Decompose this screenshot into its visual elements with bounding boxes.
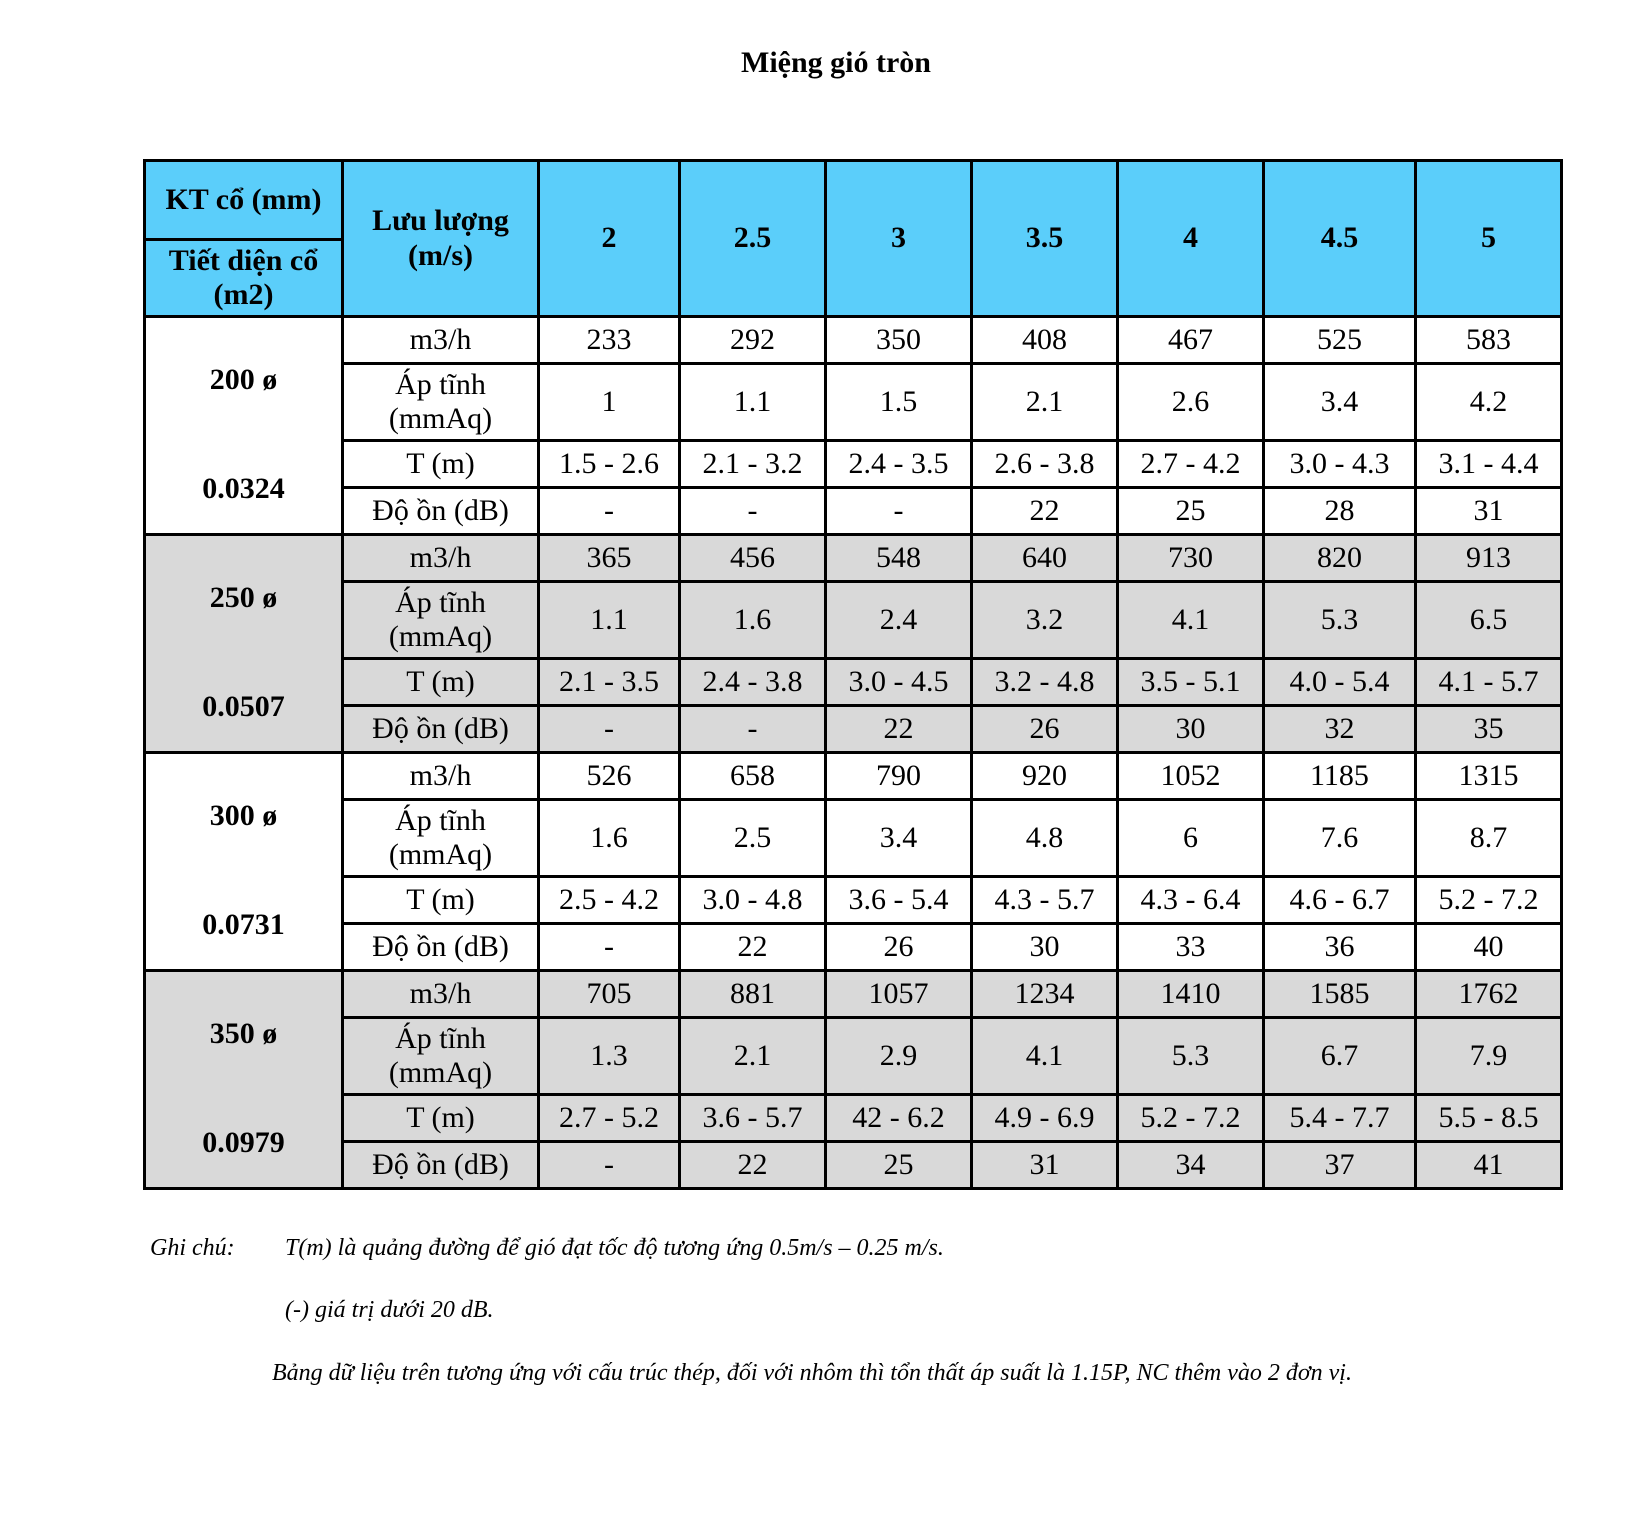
table-row (145, 488, 1562, 535)
header-speed: 3 (826, 161, 972, 317)
value-cell-flow: 790 (826, 753, 972, 800)
value-cell-noise: 22 (972, 488, 1118, 535)
value-cell-throw: 2.6 - 3.8 (972, 441, 1118, 488)
value-cell-pressure: 4.8 (972, 800, 1118, 877)
value-cell-pressure: 1.1 (680, 364, 826, 441)
value-cell-flow: 1057 (826, 971, 972, 1018)
row-label-pressure: Áp tĩnh (mmAq) (343, 364, 539, 441)
value-cell-pressure: 1 (539, 364, 680, 441)
value-cell-noise: 34 (1118, 1142, 1264, 1189)
row-label-noise: Độ ồn (dB) (343, 488, 539, 535)
table-row (145, 659, 1562, 706)
value-cell-noise: - (539, 924, 680, 971)
value-cell-throw: 3.6 - 5.4 (826, 877, 972, 924)
value-cell-throw: 2.7 - 4.2 (1118, 441, 1264, 488)
value-cell-pressure: 1.5 (826, 364, 972, 441)
value-cell-flow: 1052 (1118, 753, 1264, 800)
value-cell-flow: 920 (972, 753, 1118, 800)
row-label-pressure: Áp tĩnh (mmAq) (343, 582, 539, 659)
table-row (145, 1142, 1562, 1189)
value-cell-pressure: 2.4 (826, 582, 972, 659)
value-cell-throw: 5.4 - 7.7 (1264, 1095, 1416, 1142)
value-cell-noise: - (680, 706, 826, 753)
value-cell-pressure: 3.4 (1264, 364, 1416, 441)
value-cell-flow: 233 (539, 317, 680, 364)
row-label-flow: m3/h (343, 753, 539, 800)
value-cell-pressure: 5.3 (1118, 1018, 1264, 1095)
header-speed: 3.5 (972, 161, 1118, 317)
value-cell-noise: 31 (1416, 488, 1562, 535)
value-cell-pressure: 7.9 (1416, 1018, 1562, 1095)
header-neck-size: KT cổ (mm) (146, 162, 341, 241)
value-cell-flow: 705 (539, 971, 680, 1018)
value-cell-flow: 881 (680, 971, 826, 1018)
page-title: Miệng gió tròn (741, 46, 931, 79)
neck-size-cell (145, 753, 343, 971)
header-neck-area: Tiết diện cổ (m2) (168, 243, 319, 311)
value-cell-flow: 548 (826, 535, 972, 582)
value-cell-throw: 3.5 - 5.1 (1118, 659, 1264, 706)
value-cell-pressure: 1.6 (539, 800, 680, 877)
table-row (145, 535, 1562, 582)
row-label-pressure: Áp tĩnh (mmAq) (343, 1018, 539, 1095)
value-cell-throw: 3.6 - 5.7 (680, 1095, 826, 1142)
neck-size-value: 200 ø (209, 362, 278, 396)
value-cell-throw: 4.9 - 6.9 (972, 1095, 1118, 1142)
value-cell-noise: - (826, 488, 972, 535)
row-label-flow: m3/h (343, 317, 539, 364)
value-cell-pressure: 2.6 (1118, 364, 1264, 441)
neck-area-value: 0.0731 (202, 908, 285, 941)
value-cell-flow: 526 (539, 753, 680, 800)
value-cell-pressure: 4.1 (1118, 582, 1264, 659)
value-cell-pressure: 4.1 (972, 1018, 1118, 1095)
value-cell-pressure: 3.4 (826, 800, 972, 877)
value-cell-pressure: 1.3 (539, 1018, 680, 1095)
row-label-throw: T (m) (343, 1095, 539, 1142)
value-cell-noise: 41 (1416, 1142, 1562, 1189)
value-cell-throw: 4.1 - 5.7 (1416, 659, 1562, 706)
value-cell-flow: 1185 (1264, 753, 1416, 800)
value-cell-noise: - (539, 1142, 680, 1189)
value-cell-flow: 730 (1118, 535, 1264, 582)
note-line-3: Bảng dữ liệu trên tương ứng với cấu trúc thép, đối với nhôm thì tổn thất áp suất là 1.15P, NC thêm vào 2 đơn vị. (272, 1360, 1352, 1386)
value-cell-noise: 31 (972, 1142, 1118, 1189)
airflow-spec-table (143, 159, 1563, 1190)
value-cell-flow: 292 (680, 317, 826, 364)
value-cell-flow: 525 (1264, 317, 1416, 364)
row-label-throw: T (m) (343, 441, 539, 488)
value-cell-noise: 26 (972, 706, 1118, 753)
value-cell-throw: 4.0 - 5.4 (1264, 659, 1416, 706)
neck-size-cell (145, 317, 343, 535)
value-cell-noise: - (680, 488, 826, 535)
value-cell-throw: 5.2 - 7.2 (1118, 1095, 1264, 1142)
value-cell-pressure: 3.2 (972, 582, 1118, 659)
value-cell-throw: 3.0 - 4.3 (1264, 441, 1416, 488)
value-cell-flow: 1410 (1118, 971, 1264, 1018)
table-row (145, 582, 1562, 659)
value-cell-throw: 3.0 - 4.8 (680, 877, 826, 924)
value-cell-throw: 2.1 - 3.2 (680, 441, 826, 488)
neck-size-cell (145, 971, 343, 1189)
value-cell-noise: 36 (1264, 924, 1416, 971)
value-cell-throw: 3.1 - 4.4 (1416, 441, 1562, 488)
row-label-noise: Độ ồn (dB) (343, 706, 539, 753)
value-cell-throw: 4.3 - 5.7 (972, 877, 1118, 924)
table-row (145, 1095, 1562, 1142)
note-line-1: T(m) là quảng đường để gió đạt tốc độ tương ứng 0.5m/s – 0.25 m/s. (285, 1235, 944, 1261)
value-cell-noise: 30 (1118, 706, 1264, 753)
header-speed: 4 (1118, 161, 1264, 317)
value-cell-throw: 5.5 - 8.5 (1416, 1095, 1562, 1142)
row-label-flow: m3/h (343, 971, 539, 1018)
value-cell-noise: - (539, 488, 680, 535)
neck-size-value: 300 ø (209, 798, 278, 832)
header-speed: 2.5 (680, 161, 826, 317)
value-cell-flow: 658 (680, 753, 826, 800)
value-cell-noise: 28 (1264, 488, 1416, 535)
row-label-pressure: Áp tĩnh (mmAq) (343, 800, 539, 877)
value-cell-flow: 1762 (1416, 971, 1562, 1018)
value-cell-pressure: 6.5 (1416, 582, 1562, 659)
value-cell-throw: 4.3 - 6.4 (1118, 877, 1264, 924)
value-cell-flow: 1585 (1264, 971, 1416, 1018)
header-speed: 5 (1416, 161, 1562, 317)
value-cell-pressure: 4.2 (1416, 364, 1562, 441)
row-label-flow: m3/h (343, 535, 539, 582)
value-cell-throw: 2.4 - 3.8 (680, 659, 826, 706)
value-cell-flow: 1315 (1416, 753, 1562, 800)
table-row (145, 441, 1562, 488)
table-row (145, 877, 1562, 924)
value-cell-pressure: 2.5 (680, 800, 826, 877)
value-cell-flow: 913 (1416, 535, 1562, 582)
table-row (145, 1018, 1562, 1095)
neck-size-value: 350 ø (209, 1016, 278, 1050)
neck-area-value: 0.0507 (202, 690, 285, 723)
value-cell-noise: 32 (1264, 706, 1416, 753)
value-cell-throw: 2.7 - 5.2 (539, 1095, 680, 1142)
value-cell-throw: 42 - 6.2 (826, 1095, 972, 1142)
value-cell-pressure: 1.1 (539, 582, 680, 659)
value-cell-noise: 22 (680, 1142, 826, 1189)
note-line-2: (-) giá trị dưới 20 dB. (285, 1297, 494, 1323)
header-row (145, 161, 1562, 317)
value-cell-throw: 2.1 - 3.5 (539, 659, 680, 706)
notes-label: Ghi chú: (150, 1235, 235, 1261)
header-speed: 2 (539, 161, 680, 317)
value-cell-noise: 33 (1118, 924, 1264, 971)
value-cell-noise: 30 (972, 924, 1118, 971)
table-row (145, 706, 1562, 753)
value-cell-throw: 2.4 - 3.5 (826, 441, 972, 488)
value-cell-pressure: 6.7 (1264, 1018, 1416, 1095)
value-cell-flow: 467 (1118, 317, 1264, 364)
value-cell-flow: 1234 (972, 971, 1118, 1018)
value-cell-throw: 1.5 - 2.6 (539, 441, 680, 488)
value-cell-noise: 35 (1416, 706, 1562, 753)
row-label-noise: Độ ồn (dB) (343, 924, 539, 971)
neck-size-cell (145, 535, 343, 753)
row-label-throw: T (m) (343, 877, 539, 924)
value-cell-noise: 22 (680, 924, 826, 971)
header-speed: 4.5 (1264, 161, 1416, 317)
value-cell-throw: 3.0 - 4.5 (826, 659, 972, 706)
value-cell-pressure: 8.7 (1416, 800, 1562, 877)
value-cell-noise: 26 (826, 924, 972, 971)
value-cell-pressure: 5.3 (1264, 582, 1416, 659)
value-cell-noise: - (539, 706, 680, 753)
table-row (145, 971, 1562, 1018)
value-cell-flow: 365 (539, 535, 680, 582)
value-cell-pressure: 2.9 (826, 1018, 972, 1095)
value-cell-throw: 3.2 - 4.8 (972, 659, 1118, 706)
header-flow: Lưu lượng (m/s) (343, 161, 539, 317)
value-cell-pressure: 7.6 (1264, 800, 1416, 877)
neck-area-value: 0.0324 (202, 472, 285, 505)
header-size-area-cell (145, 161, 343, 317)
value-cell-noise: 40 (1416, 924, 1562, 971)
value-cell-throw: 5.2 - 7.2 (1416, 877, 1562, 924)
table-row (145, 364, 1562, 441)
value-cell-noise: 22 (826, 706, 972, 753)
value-cell-noise: 37 (1264, 1142, 1416, 1189)
neck-area-value: 0.0979 (202, 1126, 285, 1159)
value-cell-flow: 583 (1416, 317, 1562, 364)
value-cell-pressure: 2.1 (680, 1018, 826, 1095)
value-cell-throw: 4.6 - 6.7 (1264, 877, 1416, 924)
neck-size-value: 250 ø (209, 580, 278, 614)
table-row (145, 924, 1562, 971)
table-row (145, 317, 1562, 364)
value-cell-pressure: 6 (1118, 800, 1264, 877)
value-cell-flow: 350 (826, 317, 972, 364)
value-cell-throw: 2.5 - 4.2 (539, 877, 680, 924)
row-label-noise: Độ ồn (dB) (343, 1142, 539, 1189)
value-cell-pressure: 2.1 (972, 364, 1118, 441)
value-cell-pressure: 1.6 (680, 582, 826, 659)
value-cell-flow: 408 (972, 317, 1118, 364)
value-cell-flow: 640 (972, 535, 1118, 582)
row-label-throw: T (m) (343, 659, 539, 706)
value-cell-flow: 820 (1264, 535, 1416, 582)
value-cell-flow: 456 (680, 535, 826, 582)
value-cell-noise: 25 (826, 1142, 972, 1189)
value-cell-noise: 25 (1118, 488, 1264, 535)
table-row (145, 753, 1562, 800)
table-row (145, 800, 1562, 877)
